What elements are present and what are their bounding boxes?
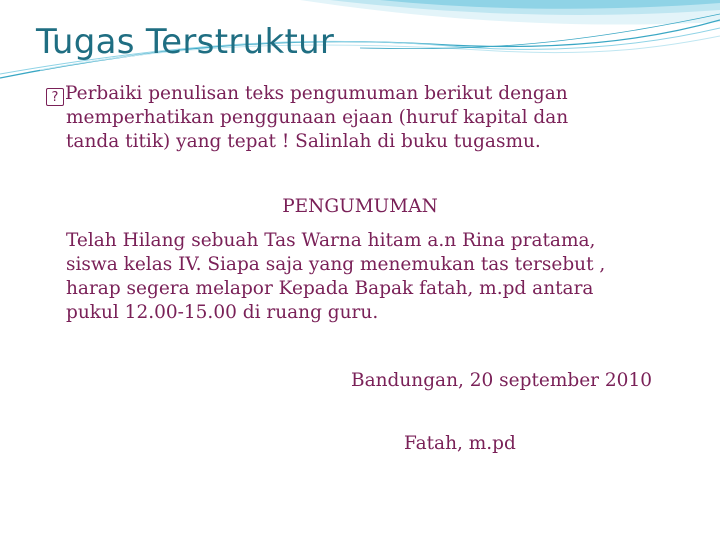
announcement-body <box>66 229 676 325</box>
instruction-line-1 <box>46 82 656 106</box>
signature: Fatah, m.pd <box>404 433 516 454</box>
announcement-heading: PENGUMUMAN <box>282 196 438 217</box>
instruction-line-2: memperhatikan penggunaan ejaan (huruf kapital dan <box>66 107 569 128</box>
announcement-line-1: Telah Hilang sebuah Tas Warna hitam a.n Rina pratama, <box>66 230 596 251</box>
place-date: Bandungan, 20 september 2010 <box>351 370 652 391</box>
slide-title: Tugas Terstruktur <box>36 22 335 62</box>
instruction-text-1: Perbaiki penulisan teks pengumuman berikut dengan <box>65 83 568 104</box>
announcement-line-2: siswa kelas IV. Siapa saja yang menemukan tas tersebut , <box>66 254 606 275</box>
missing-glyph-icon: ? <box>46 88 64 106</box>
announcement-line-4: pukul 12.00-15.00 di ruang guru. <box>66 302 379 323</box>
announcement-line-3: harap segera melapor Kepada Bapak fatah, m.pd antara <box>66 278 594 299</box>
instruction-block <box>46 82 656 154</box>
instruction-line-3: tanda titik) yang tepat ! Salinlah di buku tugasmu. <box>66 131 541 152</box>
